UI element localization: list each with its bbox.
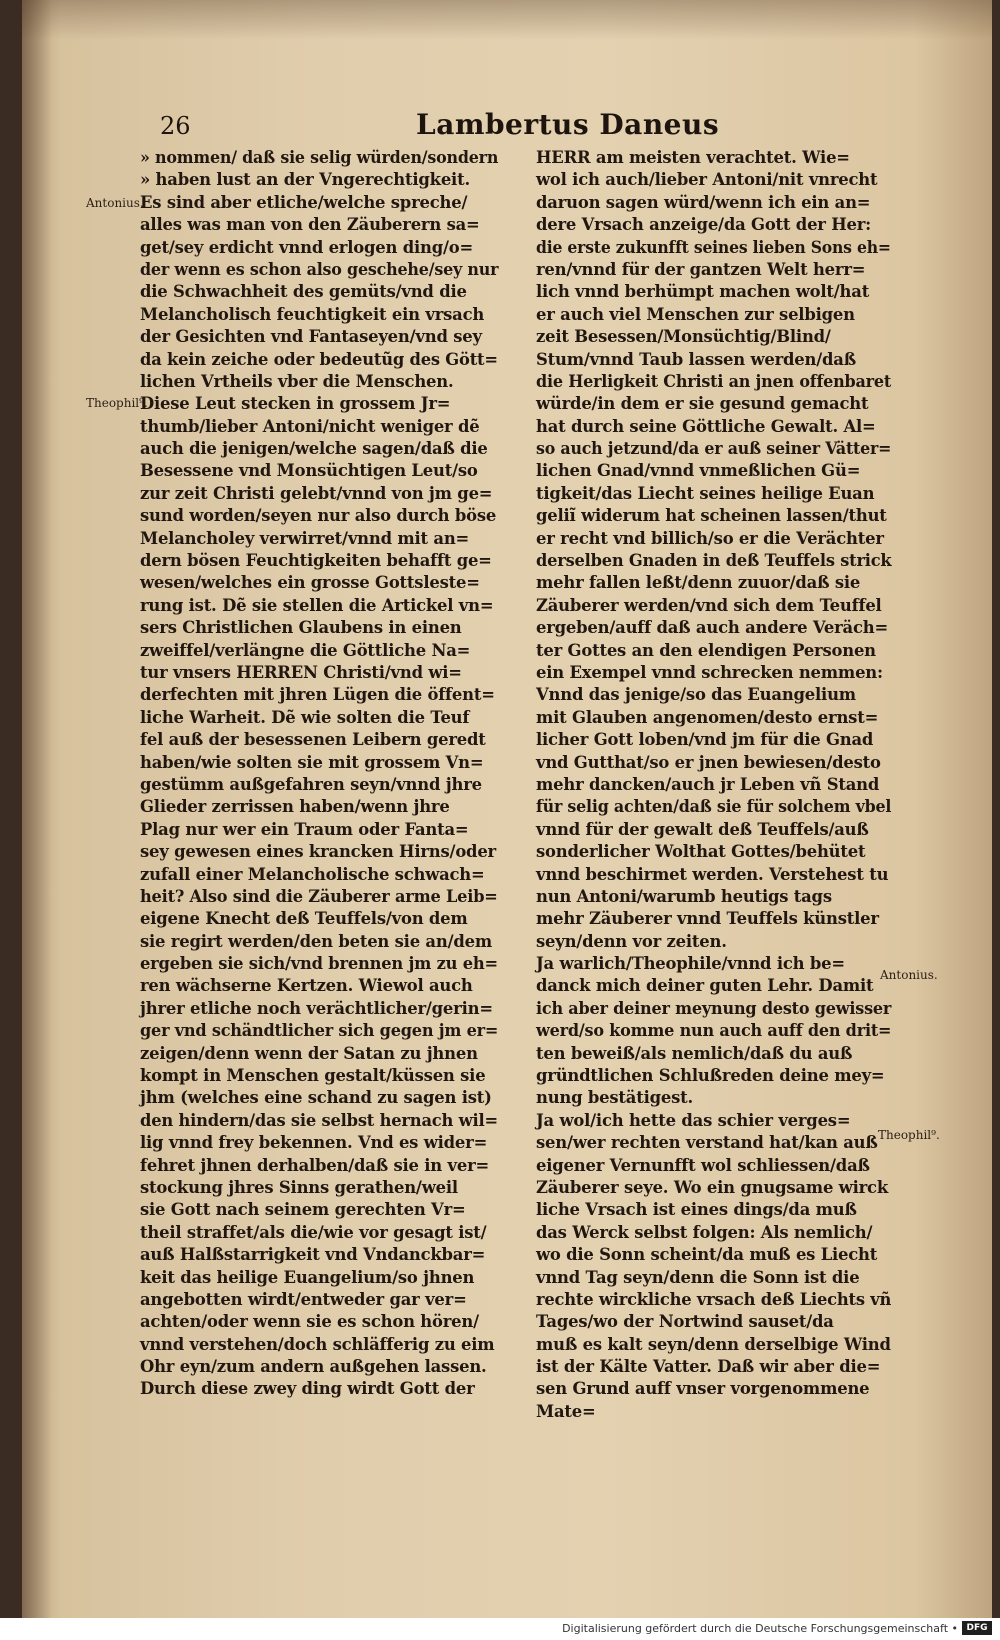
text-line: nung bestätigest. [536, 1088, 694, 1108]
text-line: mehr dancken/auch jr Leben vñ Stand [536, 774, 880, 794]
text-line: lichen Gnad/vnnd vnmeßlichen Gü= [536, 461, 861, 481]
text-line: rechte wirckliche vrsach deß Liechts vñ [536, 1289, 892, 1309]
text-line: eigener Vernunfft wol schliessen/daß [536, 1155, 870, 1175]
text-line: muß es kalt seyn/denn derselbige Wind [536, 1334, 891, 1354]
text-line: achten/oder wenn sie es schon hören/ [140, 1312, 479, 1332]
text-line: nun Antoni/warumb heutigs tags [536, 886, 832, 906]
text-line: ten beweiß/als nemlich/daß du auß [536, 1043, 853, 1063]
dfg-credit-text: Digitalisierung gefördert durch die Deutsche Forschungsgemeinschaft • [562, 1622, 958, 1635]
text-line: sers Christlichen Glaubens in einen [140, 618, 462, 638]
text-line: Diese Leut stecken in grossem Jr= [140, 394, 451, 414]
text-line: ren/vnnd für der gantzen Welt herr= [536, 259, 866, 279]
text-line: wesen/welches ein grosse Gottsleste= [140, 573, 480, 593]
text-line: vnnd beschirmet werden. Verstehest tu [536, 864, 889, 884]
text-line: der wenn es schon also geschehe/sey nur [140, 259, 499, 279]
text-line: hat durch seine Göttliche Gewalt. Al= [536, 416, 876, 436]
text-line: auß Halßstarrigkeit vnd Vndanckbar= [140, 1245, 486, 1265]
right-text-column [536, 147, 891, 1423]
text-line: sen Grund auff vnser vorgenommene [536, 1379, 870, 1399]
text-line: vnnd für der gewalt deß Teuffels/auß [536, 819, 869, 839]
text-line: derfechten mit jhren Lügen die öffent= [140, 685, 495, 705]
page-shadow-left [22, 0, 52, 1618]
text-line: get/sey erdicht vnnd erlogen ding/o= [140, 237, 474, 257]
text-line: ergeben/auff daß auch andere Veräch= [536, 618, 888, 638]
text-line: gründtlichen Schlußreden deine mey= [536, 1066, 885, 1086]
text-line: liche Vrsach ist eines dings/da muß [536, 1200, 857, 1220]
text-line: liche Warheit. Dẽ wie solten die Teuf [140, 707, 470, 727]
text-line: Ja warlich/Theophile/vnnd ich be= [536, 954, 845, 974]
text-line: Vnnd das jenige/so das Euangelium [536, 685, 856, 705]
text-line: vnnd verstehen/doch schläfferig zu eim [140, 1334, 495, 1354]
text-line: zeit Besessen/Monsüchtig/Blind/ [536, 327, 831, 347]
text-line: Durch diese zwey ding wirdt Gott der [140, 1379, 475, 1399]
text-line: zeigen/denn wenn der Satan zu jhnen [140, 1043, 478, 1063]
running-head: Lambertus Daneus [416, 108, 720, 141]
text-line: wol ich auch/lieber Antoni/nit vnrecht [536, 170, 878, 190]
text-line: lig vnnd frey bekennen. Vnd es wider= [140, 1133, 488, 1153]
margin-note-theophilus: Theophil⁹. [878, 1128, 940, 1142]
text-line: ich aber deiner meynung desto gewisser [536, 998, 892, 1018]
text-line: haben/wie solten sie mit grossem Vn= [140, 752, 484, 772]
text-line: jhm (welches eine schand zu sagen ist) [140, 1088, 492, 1108]
text-line: sie regirt werden/den beten sie an/dem [140, 931, 492, 951]
text-line: dern bösen Feuchtigkeiten behafft ge= [140, 551, 492, 571]
text-line: für selig achten/daß sie für solchem vbel [536, 797, 892, 817]
text-line: er recht vnd billich/so er die Verächter [536, 528, 884, 548]
text-line: lichen Vrtheils vber die Menschen. [140, 371, 454, 391]
dfg-logo: DFG [962, 1621, 992, 1635]
text-line: sie Gott nach seinem gerechten Vr= [140, 1200, 466, 1220]
text-line: kompt in Menschen gestalt/küssen sie [140, 1066, 486, 1086]
text-line: keit das heilige Euangelium/so jhnen [140, 1267, 475, 1287]
text-line: fel auß der besessenen Leibern geredt [140, 730, 486, 750]
text-line: » haben lust an der Vngerechtigkeit. [140, 170, 470, 190]
text-line: ergeben sie sich/vnd brennen jm zu eh= [140, 954, 498, 974]
text-line: wo die Sonn scheint/da muß es Liecht [536, 1245, 878, 1265]
text-line: lich vnnd berhümpt machen wolt/hat [536, 282, 870, 302]
text-line: Zäuberer werden/vnd sich dem Teuffel [536, 595, 882, 615]
text-line: er auch viel Menschen zur selbigen [536, 304, 855, 324]
text-line: seyn/denn vor zeiten. [536, 931, 727, 951]
text-line: tur vnsers HERREN Christi/vnd wi= [140, 662, 462, 682]
text-line: mehr fallen leßt/denn zuuor/daß sie [536, 573, 861, 593]
left-text-column [140, 147, 498, 1401]
margin-note-antonius: Antonius. [86, 196, 144, 210]
text-line: der Gesichten vnd Fantaseyen/vnd sey [140, 327, 482, 347]
text-line: den hindern/das sie selbst hernach wil= [140, 1110, 498, 1130]
text-line: jhrer etliche noch verächtlicher/gerin= [140, 998, 493, 1018]
text-line: auch die jenigen/welche sagen/daß die [140, 439, 488, 459]
text-line: da kein zeiche oder bedeutũg des Gött= [140, 349, 498, 369]
text-line: Mate= [536, 1401, 596, 1421]
text-line: HERR am meisten verachtet. Wie= [536, 148, 850, 167]
text-line: zur zeit Christi gelebt/vnnd von jm ge= [140, 483, 493, 503]
page-shadow-top [22, 0, 992, 40]
text-line: Zäuberer seye. Wo ein gnugsame wirck [536, 1177, 888, 1197]
text-line: würde/in dem er sie gesund gemacht [536, 394, 869, 414]
text-line: zweiffel/verlängne die Göttliche Na= [140, 640, 471, 660]
text-line: mit Glauben angenomen/desto ernst= [536, 707, 879, 727]
text-line: alles was man von den Zäuberern sa= [140, 215, 480, 235]
text-line: gestümm außgefahren seyn/vnnd jhre [140, 774, 482, 794]
text-line: eigene Knecht deß Teuffels/von dem [140, 909, 468, 929]
text-line: thumb/lieber Antoni/nicht weniger dẽ [140, 416, 480, 436]
text-line: vnnd Tag seyn/denn die Sonn ist die [536, 1267, 860, 1287]
text-line: stockung jhres Sinns gerathen/weil [140, 1177, 458, 1197]
text-line: die Herligkeit Christi an jnen offenbaret [536, 371, 892, 391]
text-line: sund worden/seyen nur also durch böse [140, 506, 497, 526]
text-line: Melancholey verwirret/vnnd mit an= [140, 528, 470, 548]
text-line: Ja wol/ich hette das schier verges= [536, 1110, 851, 1130]
text-line: sonderlicher Wolthat Gottes/behütet [536, 842, 866, 862]
text-line: angebotten wirdt/entweder gar ver= [140, 1289, 467, 1309]
margin-note-antonius: Antonius. [880, 968, 938, 982]
text-line: Besessene vnd Monsüchtigen Leut/so [140, 461, 478, 481]
text-line: so auch jetzund/da er auß seiner Vätter= [536, 439, 892, 459]
text-line: licher Gott loben/vnd jm für die Gnad [536, 730, 874, 750]
text-line: zufall einer Melancholische schwach= [140, 864, 485, 884]
text-line: geliĩ widerum hat scheinen lassen/thut [536, 506, 887, 526]
text-line: ist der Kälte Vatter. Daß wir aber die= [536, 1357, 881, 1377]
text-line: vnd Gutthat/so er jnen bewiesen/desto [536, 752, 881, 772]
text-line: Tages/wo der Nortwind sauset/da [536, 1312, 834, 1332]
text-line: die erste zukunfft seines lieben Sons eh= [536, 237, 891, 257]
text-line: ein Exempel vnnd schrecken nemmen: [536, 662, 883, 682]
text-line: Stum/vnnd Taub lassen werden/daß [536, 349, 856, 369]
footer-bar [0, 1618, 1000, 1640]
text-line: werd/so komme nun auch auff den drit= [536, 1021, 892, 1041]
text-line: die Schwachheit des gemüts/vnd die [140, 282, 467, 302]
text-line: dere Vrsach anzeige/da Gott der Her: [536, 215, 872, 235]
text-line: heit? Also sind die Zäuberer arme Leib= [140, 886, 498, 906]
text-line: Ohr eyn/zum andern außgehen lassen. [140, 1357, 487, 1377]
text-line: Es sind aber etliche/welche spreche/ [140, 192, 468, 212]
text-line: rung ist. Dẽ sie stellen die Artickel vn= [140, 595, 494, 615]
text-line: ter Gottes an den elendigen Personen [536, 640, 876, 660]
text-line: theil straffet/als die/wie vor gesagt ist/ [140, 1222, 487, 1242]
text-line: » nommen/ daß sie selig würden/sondern [140, 148, 499, 167]
text-line: das Werck selbst folgen: Als nemlich/ [536, 1222, 873, 1242]
text-line: Glieder zerrissen haben/wenn jhre [140, 797, 450, 817]
margin-note-theophilus: Theophil⁹. [86, 396, 148, 410]
text-line: mehr Zäuberer vnnd Teuffels künstler [536, 909, 879, 929]
text-line: sen/wer rechten verstand hat/kan auß [536, 1133, 878, 1153]
text-line: sey gewesen eines krancken Hirns/oder [140, 842, 496, 862]
text-line: danck mich deiner guten Lehr. Damit [536, 976, 874, 996]
page-header [160, 108, 880, 142]
text-line: ger vnd schändtlicher sich gegen jm er= [140, 1021, 499, 1041]
text-line: Plag nur wer ein Traum oder Fanta= [140, 819, 469, 839]
text-line: Melancholisch feuchtigkeit ein vrsach [140, 304, 485, 324]
text-line: derselben Gnaden in deß Teuffels strick [536, 551, 892, 571]
text-line: tigkeit/das Liecht seines heilige Euan [536, 483, 875, 503]
page-number: 26 [160, 112, 191, 140]
text-line: ren wächserne Kertzen. Wiewol auch [140, 976, 473, 996]
text-line: daruon sagen würd/wenn ich ein an= [536, 192, 871, 212]
text-line: fehret jhnen derhalben/daß sie in ver= [140, 1155, 490, 1175]
